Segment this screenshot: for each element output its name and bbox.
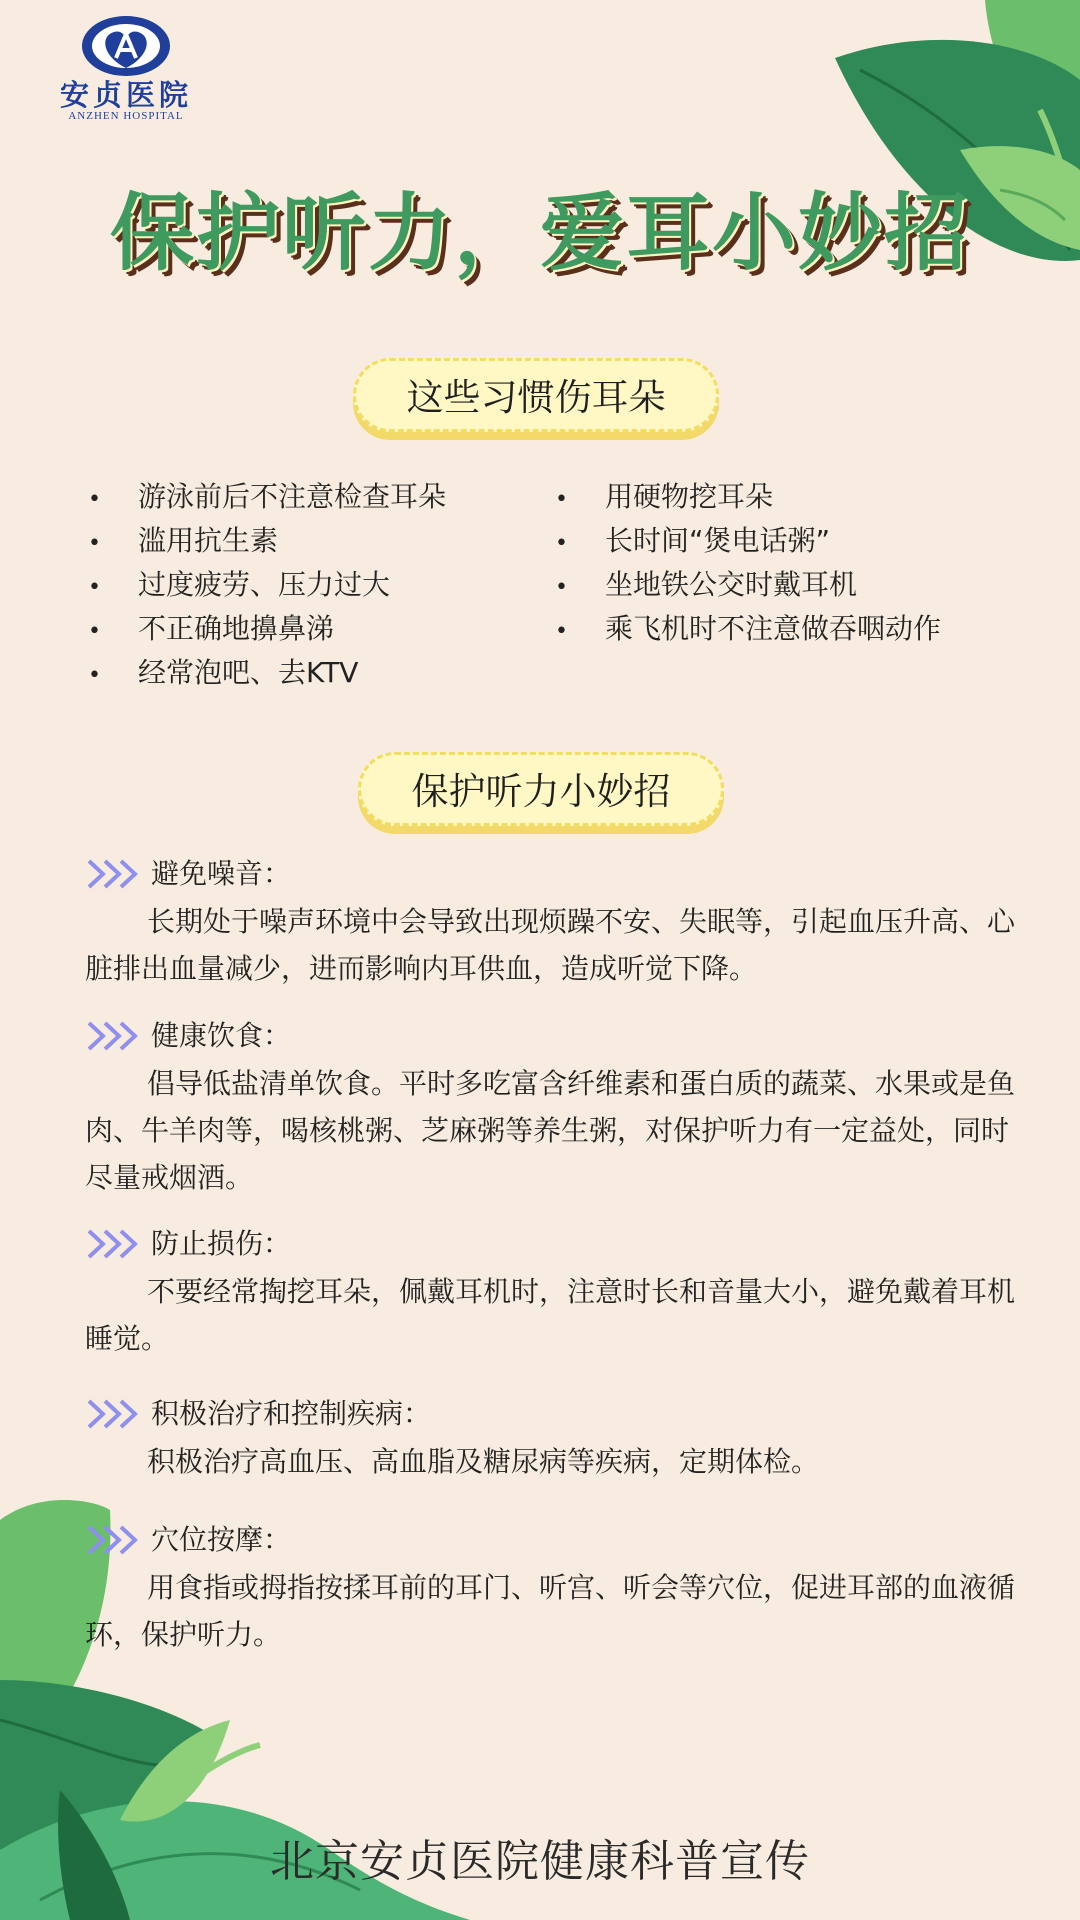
page-title: 保护听力，爱耳小妙招 — [109, 184, 970, 282]
tip-healthy-diet — [85, 1014, 1015, 1201]
double-chevron-icon — [85, 1397, 143, 1431]
list-item: • 乘飞机时不注意做吞咽动作 — [555, 607, 941, 651]
logo-name-cn: 安贞医院 — [59, 78, 192, 112]
list-item: • 坐地铁公交时戴耳机 — [555, 563, 941, 607]
bullet-icon: • — [88, 619, 101, 644]
list-item: • 经常泡吧、去KTV — [88, 651, 446, 695]
list-item: • 用硬物挖耳朵 — [555, 475, 941, 519]
tip-title: 防止损伤： — [151, 1227, 292, 1260]
tip-prevent-injury — [85, 1222, 1015, 1362]
tip-avoid-noise — [85, 852, 1015, 992]
hospital-logo — [56, 14, 196, 134]
double-chevron-icon — [85, 857, 143, 891]
list-item: • 不正确地擤鼻涕 — [88, 607, 446, 651]
section-heading-tips: 保护听力小妙招 — [358, 752, 724, 826]
double-chevron-icon — [85, 1019, 143, 1053]
double-chevron-icon — [85, 1523, 143, 1557]
footer-caption: 北京安贞医院健康科普宣传 — [270, 1836, 810, 1887]
tip-acupoint-massage — [85, 1518, 1015, 1658]
tip-title: 积极治疗和控制疾病： — [151, 1397, 432, 1430]
bullet-icon: • — [88, 531, 101, 556]
bullet-icon: • — [88, 663, 101, 688]
list-item: • 滥用抗生素 — [88, 519, 446, 563]
list-item: • 过度疲劳、压力过大 — [88, 563, 446, 607]
habits-list-right — [555, 475, 941, 651]
hospital-emblem-icon — [80, 14, 172, 78]
list-item: • 长时间“煲电话粥” — [555, 519, 941, 563]
section-heading-habits: 这些习惯伤耳朵 — [353, 358, 719, 432]
tip-body: 倡导低盐清单饮食。平时多吃富含纤维素和蛋白质的蔬菜、水果或是鱼肉、牛羊肉等，喝核桃粥、芝麻粥等养生粥，对保护听力有一定益处，同时尽量戒烟酒。 — [85, 1067, 1016, 1194]
bullet-icon: • — [555, 487, 568, 512]
tip-body: 不要经常掏挖耳朵，佩戴耳机时，注意时长和音量大小，避免戴着耳机睡觉。 — [85, 1275, 1016, 1355]
tip-title: 避免噪音： — [151, 857, 292, 890]
tip-body: 长期处于噪声环境中会导致出现烦躁不安、失眠等，引起血压升高、心脏排出血量减少，进而影响内耳供血，造成听觉下降。 — [85, 905, 1016, 985]
bullet-icon: • — [88, 575, 101, 600]
tip-title: 健康饮食： — [151, 1019, 292, 1052]
logo-name-en: ANZHEN HOSPITAL — [68, 110, 184, 122]
tip-body: 用食指或拇指按揉耳前的耳门、听宫、听会等穴位，促进耳部的血液循环，保护听力。 — [85, 1571, 1016, 1651]
double-chevron-icon — [85, 1227, 143, 1261]
bullet-icon: • — [88, 487, 101, 512]
list-item: • 游泳前后不注意检查耳朵 — [88, 475, 446, 519]
bullet-icon: • — [555, 575, 568, 600]
tip-treat-disease — [85, 1392, 1015, 1485]
habits-list-left — [88, 475, 446, 695]
bullet-icon: • — [555, 619, 568, 644]
tip-body: 积极治疗高血压、高血脂及糖尿病等疾病，定期体检。 — [147, 1445, 820, 1478]
bullet-icon: • — [555, 531, 568, 556]
tip-title: 穴位按摩： — [151, 1523, 292, 1556]
